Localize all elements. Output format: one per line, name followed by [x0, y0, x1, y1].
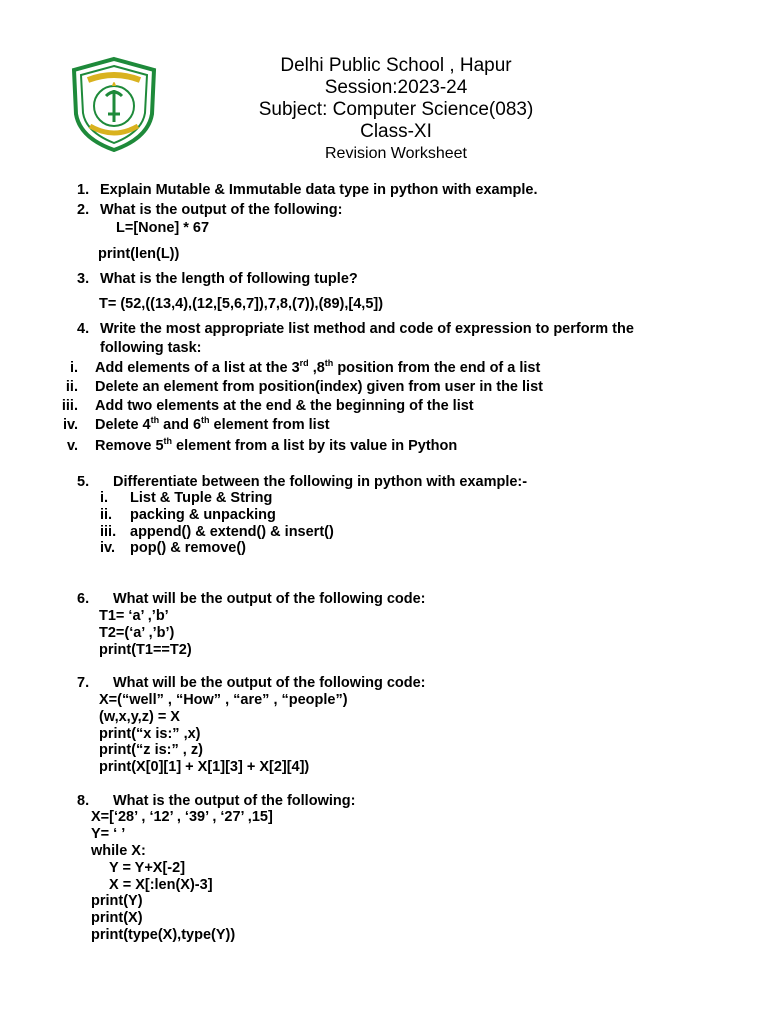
q7-code-line: print(“x is:” ,x): [99, 726, 201, 742]
q4-item: Remove 5th element from a list by its value in Python: [95, 436, 458, 454]
q8-code-line: while X:: [91, 843, 146, 859]
q3-code: T= (52,((13,4),(12,[5,6,7]),7,8,(7)),(89),[4,5]): [99, 296, 384, 312]
q4-item-number: iii.: [61, 398, 78, 414]
q4-item: Add two elements at the end & the beginning of the list: [95, 398, 474, 414]
q8-text: What is the output of the following:: [113, 793, 356, 809]
school-logo: [68, 56, 160, 152]
q6-code-line: T1= ‘a’ ,’b’: [99, 608, 169, 624]
q2-code-line: print(len(L)): [98, 246, 180, 262]
q8-code-line: Y = Y+X[-2]: [109, 860, 186, 876]
q4-number: 4.: [77, 321, 90, 337]
q3-text: What is the length of following tuple?: [100, 271, 358, 287]
session: Session:2023-24: [324, 77, 468, 98]
q4-item-number: ii.: [65, 379, 78, 395]
q4-item-number: v.: [66, 438, 78, 454]
q8-code-line: print(X): [91, 910, 143, 926]
q4-item: Add elements of a list at the 3rd ,8th position from the end of a list: [95, 358, 541, 376]
q4-item-number: iv.: [62, 417, 78, 433]
q5-item-number: i.: [100, 490, 109, 506]
q4-item: Delete an element from position(index) given from user in the list: [95, 379, 543, 395]
q6-code-line: T2=(‘a’ ,’b’): [99, 625, 175, 641]
q2-code-line: L=[None] * 67: [116, 220, 210, 236]
q7-code-line: print(X[0][1] + X[1][3] + X[2][4]): [99, 759, 310, 775]
q5-item-number: ii.: [100, 507, 113, 523]
q4-text-cont: following task:: [100, 340, 202, 356]
q5-item: append() & extend() & insert(): [130, 524, 334, 540]
q7-code-line: (w,x,y,z) = X: [99, 709, 180, 725]
q8-code-line: X=[‘28’ , ‘12’ , ‘39’ , ‘27’ ,15]: [91, 809, 273, 825]
q7-code-line: X=(“well” , “How” , “are” , “people”): [99, 692, 348, 708]
q5-item: packing & unpacking: [130, 507, 276, 523]
q7-code-line: print(“z is:” , z): [99, 742, 203, 758]
q7-text: What will be the output of the following code:: [113, 675, 426, 691]
q4-text: Write the most appropriate list method and code of expression to perform the: [100, 321, 634, 337]
q5-item: pop() & remove(): [130, 540, 246, 556]
q3-number: 3.: [77, 271, 90, 287]
q5-text: Differentiate between the following in python with example:-: [113, 474, 528, 490]
subject: Subject: Computer Science(083): [258, 99, 534, 120]
q4-item: Delete 4th and 6th element from list: [95, 415, 330, 433]
q6-code-line: print(T1==T2): [99, 642, 192, 658]
q8-code-line: Y= ‘ ’: [91, 826, 126, 842]
q1-number: 1.: [77, 182, 90, 198]
q1-text: Explain Mutable & Immutable data type in python with example.: [100, 182, 538, 198]
worksheet-title: Revision Worksheet: [325, 145, 467, 162]
q5-item: List & Tuple & String: [130, 490, 273, 506]
q5-number: 5.: [77, 474, 90, 490]
q2-number: 2.: [77, 202, 90, 218]
q2-text: What is the output of the following:: [100, 202, 343, 218]
q6-text: What will be the output of the following code:: [113, 591, 426, 607]
q4-item-number: i.: [69, 360, 78, 376]
school-name: Delhi Public School , Hapur: [280, 55, 512, 76]
q7-number: 7.: [77, 675, 90, 691]
class: Class-XI: [360, 121, 432, 142]
q5-item-number: iv.: [100, 540, 116, 556]
q5-item-number: iii.: [100, 524, 117, 540]
q8-code-line: print(type(X),type(Y)): [91, 927, 236, 943]
q6-number: 6.: [77, 591, 90, 607]
q8-code-line: X = X[:len(X)-3]: [109, 877, 213, 893]
q8-code-line: print(Y): [91, 893, 143, 909]
q8-number: 8.: [77, 793, 90, 809]
